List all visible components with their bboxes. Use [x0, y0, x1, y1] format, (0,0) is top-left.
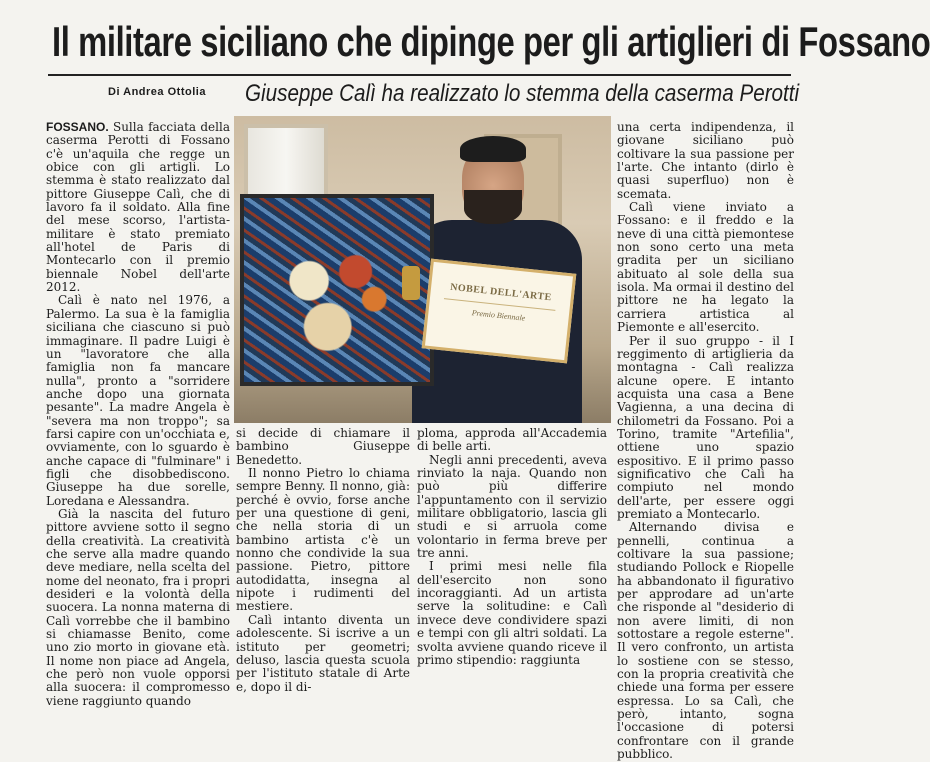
article-column-3	[417, 427, 607, 667]
artist-hair	[460, 136, 526, 162]
paragraph: Alternando divisa e pennelli, continua a coltivare la sua passione; studiando Pollock e Riopelle ha abbandonato il figurativo per approdare ad un'arte che risponde al "desiderio di non avere limiti, di non sottostare a regole esterne". Il vero confronto, un artista lo sostiene con se stesso, con la propria creatività che chiede una forma per essere espressa. Lo sa Calì, che però, intanto, sogna l'occasione di potersi confrontare con il grande pubblico.	[617, 520, 794, 762]
article-column-4	[617, 121, 794, 762]
trophy-icon	[402, 266, 420, 300]
headline: Il militare siciliano che dipinge per gli artiglieri di Fossano	[52, 18, 930, 65]
paragraph: Calì è nato nel 1976, a Palermo. La sua è la famiglia siciliana che ciascuno si può immaginare. Il padre Luigi è un "lavoratore che alla famiglia non fa mancare nulla", pronto a "sorridere anche dopo una giornata pesante". La madre Angela è "severa ma non troppo"; sa farsi capire con un'occhiata e, ovviamente, con lo sguardo è anche capace di "fulminare" i figli che disobbediscono. Giuseppe ha due sorelle, Loredana e Alessandra.	[46, 293, 230, 508]
paragraph: ploma, approda all'Accademia di belle arti.	[417, 426, 607, 454]
subheadline: Giuseppe Calì ha realizzato lo stemma della caserma Perotti	[245, 80, 800, 107]
certificate-small: Premio Biennale	[471, 308, 526, 323]
paragraph: Già la nascita del futuro pittore avviene sotto il segno della creatività. La creatività che serve alla madre quando deve mediare, nella scelta del nome del neonato, fra i propri desideri e la volontà della suocera. La nonna materna di Calì vorrebbe che il bambino si chiamasse Benito, come uno zio morto in giovane età. Il nome non piace ad Angela, che però non vuole opporsi alla suocera: il compromesso viene raggiunto quando	[46, 506, 230, 708]
article-column-2	[236, 427, 410, 694]
paragraph: una certa indipendenza, il giovane siciliano può coltivare la sua passione per l'arte. Che intanto (dirlo è quasi superfluo) non è scemata.	[617, 120, 794, 201]
headline-rule	[48, 74, 791, 76]
paragraph-text: Sulla facciata della caserma Perotti di Fossano c'è un'aquila che regge un obice con gli artigli. Lo stemma è stato realizzato dal pittore Giuseppe Calì, che di lavoro fa il soldato. Alla fine del mese scorso, l'artista-militare è stato premiato all'hotel de Paris di Montecarlo con il premio biennale Nobel dell'arte 2012.	[46, 120, 230, 295]
dateline: FOSSANO.	[46, 120, 109, 134]
article-photo	[234, 116, 611, 423]
paragraph: Il nonno Pietro lo chiama sempre Benny. Il nonno, già: perché è ovvio, forse anche per una questione di geni, che nella storia di un bambino artista c'è un nonno che condivide la sua passione. Pietro, pittore autodidatta, insegna al nipote i rudimenti del mestiere.	[236, 466, 410, 614]
paragraph: Negli anni precedenti, aveva rinviato la naja. Quando non può più differire l'appuntamento con il servizio militare obbligatorio, lascia gli studi e si arruola come volontario in ferma breve per tre anni.	[417, 452, 607, 561]
artist-beard	[464, 190, 522, 224]
article-column-1	[46, 121, 230, 708]
paragraph: Calì viene inviato a Fossano: e il freddo e la neve di una città piemontese non sono certo una meta gradita per un siciliano abituato al sole della sua isola. Ma ormai il destino del pittore ne ha legato la carriera artistica al Piemonte e all'esercito.	[617, 200, 794, 335]
photo-certificate	[422, 259, 577, 364]
byline: Di Andrea Ottolia	[108, 86, 206, 98]
certificate-title: NOBEL DELL'ARTE	[449, 281, 553, 304]
paragraph: I primi mesi nelle fila dell'esercito non sono incoraggianti. Ad un artista serve la solitudine: e Calì invece deve condividere spazi e tempi con gli altri soldati. La svolta avviene quando riceve il primo stipendio: raggiunta	[417, 559, 607, 667]
paragraph	[46, 121, 230, 294]
paragraph: si decide di chiamare il bambino Giuseppe Benedetto.	[236, 426, 410, 467]
paragraph: Per il suo gruppo - il I reggimento di artiglieria da montagna - Calì realizza alcune opere. E intanto acquista una casa a Bene Vagienna, a una decina di chilometri da Fossano. Poi a Torino, tramite "Artefilia", ottiene uno spazio espositivo. E il primo passo significativo che Calì ha compiuto nel mondo dell'arte, per essere oggi premiato a Montecarlo.	[617, 333, 794, 521]
paragraph: Calì intanto diventa un adolescente. Si iscrive a un istituto per geometri; deluso, lascia questa scuola per l'istituto statale di Arte e, dopo il di-	[236, 612, 410, 694]
